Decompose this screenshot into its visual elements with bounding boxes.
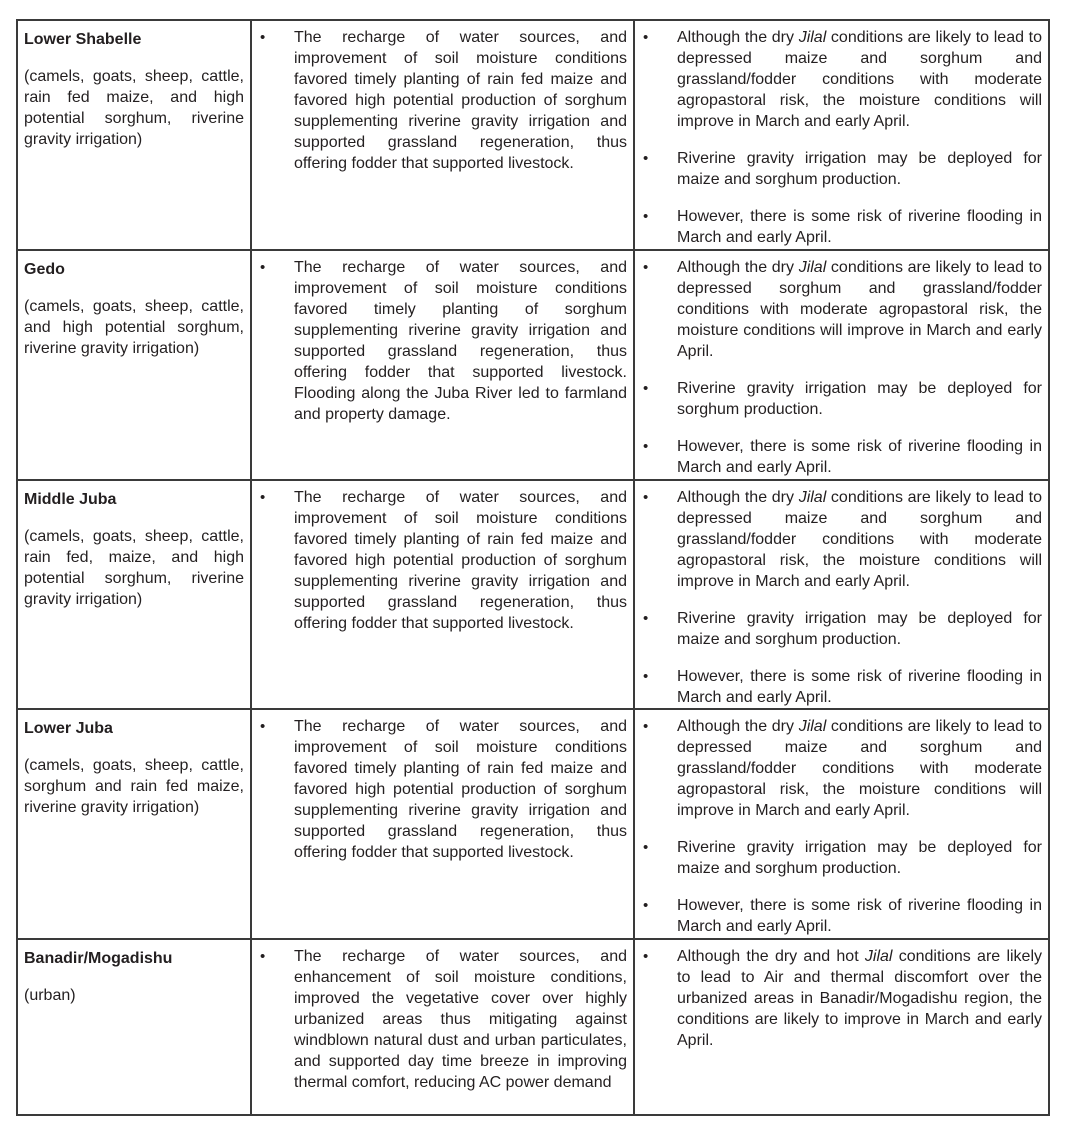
impacts-cell bbox=[251, 250, 634, 480]
list-item: • Riverine gravity irrigation may be deployed for maize and sorghum production. bbox=[643, 839, 1042, 877]
outlook-cell bbox=[634, 939, 1049, 1115]
list-item: • Although the dry Jilal conditions are likely to lead to depressed maize and sorghum and grassland/fodder conditions with moderate agropastoral risk, the moisture conditions will improve in March and early April. bbox=[643, 29, 1043, 130]
bullet-icon: • bbox=[260, 489, 266, 506]
bullet-icon: • bbox=[643, 380, 649, 397]
impacts-cell bbox=[251, 939, 634, 1115]
region-name: Lower Shabelle bbox=[24, 31, 142, 48]
bullet-icon: • bbox=[643, 897, 649, 914]
list-item: • Although the dry Jilal conditions are likely to lead to depressed sorghum and grassland/fodder conditions with moderate agropastoral risk, the moisture conditions will improve in March and early April. bbox=[643, 259, 1043, 360]
table-row bbox=[17, 480, 1049, 709]
outlook-cell bbox=[634, 20, 1049, 250]
region-name: Banadir/Mogadishu bbox=[24, 950, 173, 967]
list-item: • The recharge of water sources, and improvement of soil moisture conditions favored timely planting of rain fed maize and favored high potential production of sorghum supplementing riverine gravity irrigation and supported grassland regeneration, thus offering fodder that supported livestock. bbox=[260, 29, 627, 172]
list-item: • The recharge of water sources, and improvement of soil moisture conditions favored timely planting of rain fed maize and favored high potential production of sorghum supplementing riverine gravity irrigation and supported grassland regeneration, thus offering fodder that supported livestock. bbox=[260, 489, 627, 632]
outlook-cell bbox=[634, 709, 1049, 939]
bullet-icon: • bbox=[643, 610, 649, 627]
list-item: • Riverine gravity irrigation may be deployed for sorghum production. bbox=[643, 380, 1042, 418]
bullet-icon: • bbox=[643, 489, 649, 506]
bullet-icon: • bbox=[643, 438, 649, 455]
bullet-icon: • bbox=[643, 259, 649, 276]
table-row bbox=[17, 250, 1049, 480]
livelihood-description: (camels, goats, sheep, cattle, rain fed maize, and high potential sorghum, riverine gravity irrigation) bbox=[24, 68, 244, 148]
impacts-cell bbox=[251, 480, 634, 709]
livelihood-description: (camels, goats, sheep, cattle, sorghum and rain fed maize, riverine gravity irrigation) bbox=[24, 757, 244, 816]
region-cell bbox=[17, 480, 251, 709]
region-name: Middle Juba bbox=[24, 491, 117, 508]
list-item: • The recharge of water sources, and enhancement of soil moisture conditions, improved the vegetative cover over highly urbanized areas thus mitigating against windblown natural dust and urban particulates, and supported day time breeze in improving thermal comfort, reducing AC power demand bbox=[260, 948, 627, 1091]
livelihood-description: (urban) bbox=[24, 987, 76, 1004]
list-item: • Although the dry and hot Jilal conditions are likely to lead to Air and thermal discomfort over the urbanized areas in Banadir/Mogadishu region, the conditions are likely to improve in March and early April. bbox=[643, 948, 1042, 1049]
impacts-cell bbox=[251, 20, 634, 250]
list-item: • Although the dry Jilal conditions are likely to lead to depressed maize and sorghum and grassland/fodder conditions with moderate agropastoral risk, the moisture conditions will improve in March and early April. bbox=[643, 489, 1043, 590]
list-item: • However, there is some risk of riverine flooding in March and early April. bbox=[643, 897, 1042, 935]
bullet-icon: • bbox=[643, 718, 649, 735]
bullet-icon: • bbox=[643, 150, 649, 167]
list-item: • However, there is some risk of riverine flooding in March and early April. bbox=[643, 438, 1042, 476]
bullet-icon: • bbox=[260, 718, 266, 735]
bullet-icon: • bbox=[260, 29, 266, 46]
list-item: • Riverine gravity irrigation may be deployed for maize and sorghum production. bbox=[643, 150, 1042, 188]
region-cell bbox=[17, 709, 251, 939]
livelihood-description: (camels, goats, sheep, cattle, rain fed, maize, and high potential sorghum, riverine gravity irrigation) bbox=[24, 528, 244, 608]
list-item: • The recharge of water sources, and improvement of soil moisture conditions favored timely planting of sorghum supplementing riverine gravity irrigation and supported grassland regeneration, thus offering fodder that supported livestock. Flooding along the Juba River led to farmland and property damage. bbox=[260, 259, 627, 423]
region-cell bbox=[17, 250, 251, 480]
bullet-icon: • bbox=[643, 29, 649, 46]
outlook-cell bbox=[634, 250, 1049, 480]
list-item: • However, there is some risk of riverine flooding in March and early April. bbox=[643, 208, 1042, 246]
bullet-icon: • bbox=[260, 948, 266, 965]
region-cell bbox=[17, 20, 251, 250]
impacts-cell bbox=[251, 709, 634, 939]
region-name: Lower Juba bbox=[24, 720, 113, 737]
bullet-icon: • bbox=[643, 948, 649, 965]
table-row bbox=[17, 939, 1049, 1115]
bullet-icon: • bbox=[643, 668, 649, 685]
list-item: • However, there is some risk of riverine flooding in March and early April. bbox=[643, 668, 1042, 706]
region-table bbox=[16, 19, 1050, 1116]
table-row bbox=[17, 709, 1049, 939]
list-item: • Riverine gravity irrigation may be deployed for maize and sorghum production. bbox=[643, 610, 1042, 648]
bullet-icon: • bbox=[260, 259, 266, 276]
bullet-icon: • bbox=[643, 839, 649, 856]
region-name: Gedo bbox=[24, 261, 65, 278]
list-item: • The recharge of water sources, and improvement of soil moisture conditions favored timely planting of rain fed maize and favored high potential production of sorghum supplementing riverine gravity irrigation and supported grassland regeneration, thus offering fodder that supported livestock. bbox=[260, 718, 627, 861]
table-row bbox=[17, 20, 1049, 250]
livelihood-description: (camels, goats, sheep, cattle, and high potential sorghum, riverine gravity irrigation) bbox=[24, 298, 244, 357]
list-item: • Although the dry Jilal conditions are likely to lead to depressed maize and sorghum and grassland/fodder conditions with moderate agropastoral risk, the moisture conditions will improve in March and early April. bbox=[643, 718, 1043, 819]
outlook-cell bbox=[634, 480, 1049, 709]
region-cell bbox=[17, 939, 251, 1115]
bullet-icon: • bbox=[643, 208, 649, 225]
